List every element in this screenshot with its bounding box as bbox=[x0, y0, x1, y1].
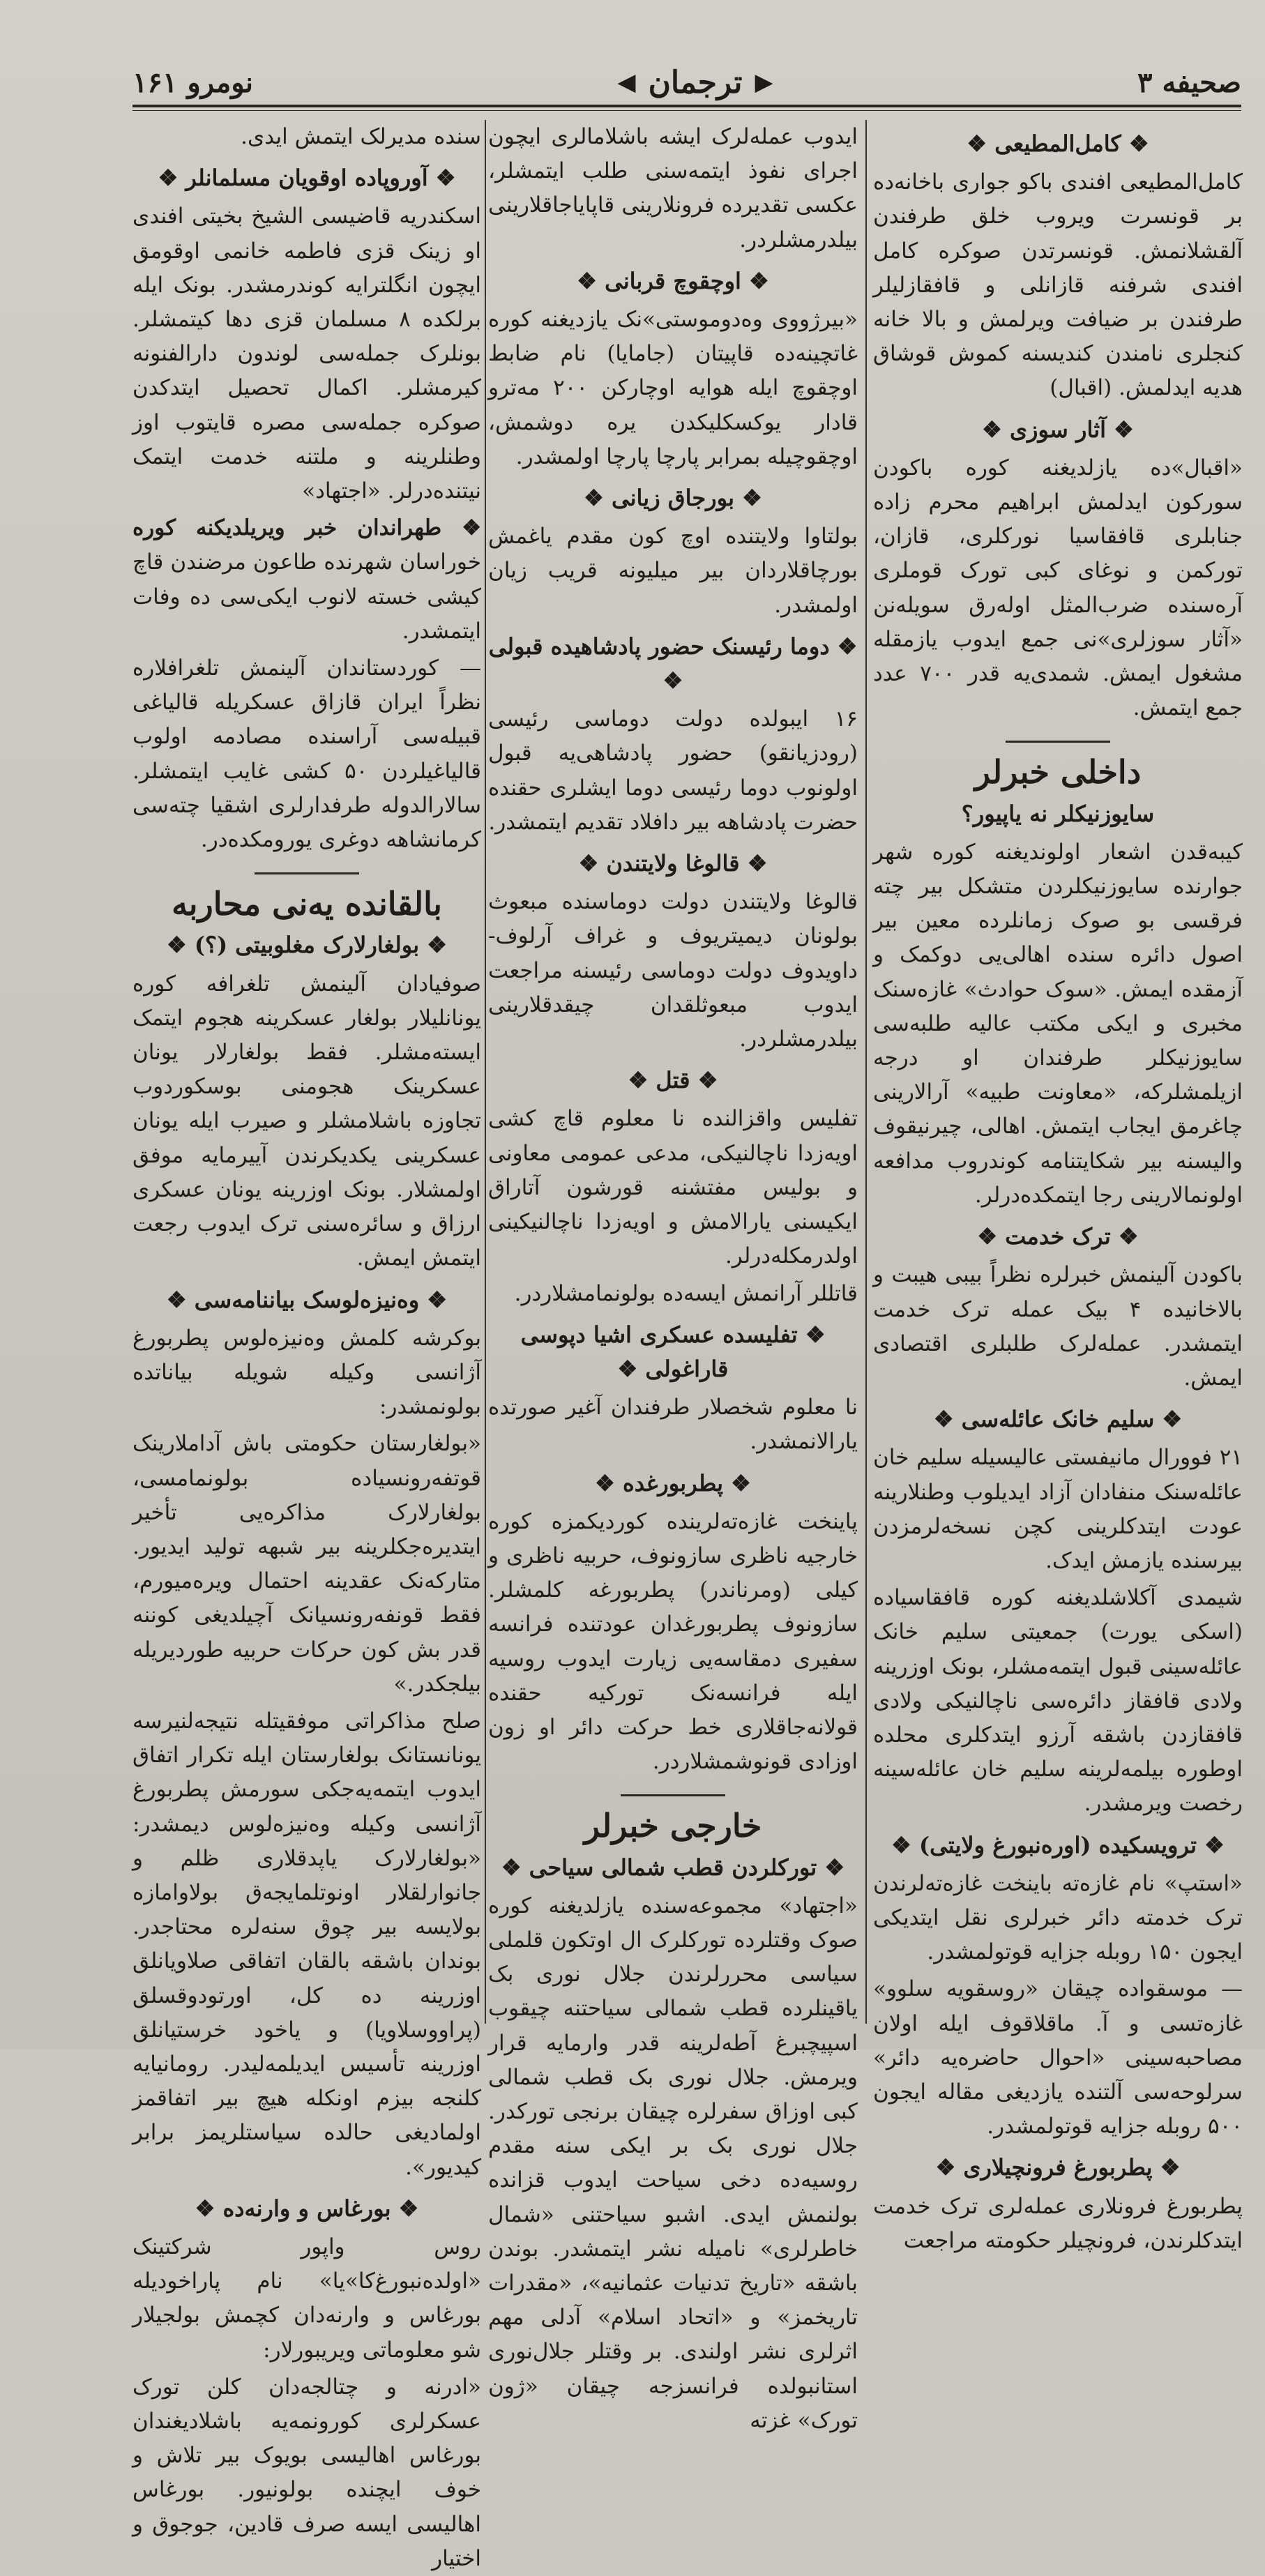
section-rule bbox=[621, 1794, 725, 1796]
article-body: کیبه‌قدن اشعار اولوندیغنه کوره شهر جوارنده سایوزنیکلردن متشکل بیر چته فرقسی بو صوک زمانلرده معین بیر اصول دائره سنده اهالی‌یی دوکمک و آزمقده ایمش. «سوک حوادث» غازه‌سنک مخبری و ایکی مکتب عالیه طلبه‌سی سایوزنیکلر طرفندان او درجه ازیلمشلرکه، «معاونت طبیه» آرالارینی چاغرمق ایجاب ایتمش. اهالی، چیرنیقوف والیسنه بیر شکایتنامه کوندروب مدافعه اولونمالارینی رجا ایتمکده‌درلر. bbox=[873, 839, 1243, 1208]
page-number: صحیفه ۳ bbox=[1137, 66, 1241, 99]
column-right bbox=[873, 120, 1243, 2253]
section-rule bbox=[1006, 741, 1110, 743]
header-rule bbox=[132, 105, 1241, 107]
article-title: ❖ دوما رئیسنک حضور پادشاهیده قبولی ❖ bbox=[488, 632, 858, 695]
masthead bbox=[617, 65, 773, 100]
article-title: ❖ قتل ❖ bbox=[628, 1067, 718, 1094]
article-title: ❖ تورکلردن قطب شمالی سیاحی ❖ bbox=[501, 1854, 845, 1881]
article-body: «اجتهاد» مجموعه‌سنده یازلدیغنه کوره صوک وقتلرده تورکلرک ال اوتکون قلملی سیاسی محررلرندن جلال نوری بک یاقینلرده قطب شمالی سیاحتنه چیقوب اسپیچبرغ آطه‌لرینه قدر وارمایه قرار ویرمش. جلال نوری بک قطب شمالی کبی اوزاق سفرلره چیقان برنجی تورکدر. جلال نوری بک بر ایکی سنه مقدم روسیه‌ده دخی سیاحت ایدوب قزانده بولنمش ایدی. اشبو سیاحتنی «شمال خاطرلری» نامیله نشر ایتمشدر. بوندن باشقه «تاریخ تدنیات عثمانیه»، «مقدرات تاریخمز» و «اتحاد اسلام» آدلی مهم اثرلری نشر اولندی. بر وقتلر جلال‌نوری استانبولده فرانسزجه چیقان «ژون تورک» غزته bbox=[488, 1893, 858, 2433]
article-title: ❖ ترک خدمت ❖ bbox=[977, 1223, 1139, 1250]
article-title: ❖ تفلیسده عسکری اشیا دپوسی قاراغولی ❖ bbox=[520, 1321, 826, 1382]
article-body: قاتللر آرانمش ایسه‌ده بولونمامشلاردر. bbox=[514, 1280, 858, 1306]
section-heading-internal: داخلی خبرلر bbox=[974, 753, 1142, 791]
column-left bbox=[132, 120, 482, 2571]
article-title: ❖ پطربورغ فرونچیلاری ❖ bbox=[935, 2154, 1181, 2181]
ornament-left-icon: ▶ bbox=[755, 68, 773, 96]
article-body: ۱۶ ایبولده دولت دوماسی رئیسی (رودزیانقو) حضور پادشاهی‌یه قبول اولونوب دوما رئیسی دوما ایشلری حقنده حضرت پادشاهه بیر دافلاد تقدیم ایتمشدر. bbox=[488, 706, 858, 835]
column-divider bbox=[485, 120, 486, 2024]
article-body: بوکرشه کلمش وه‌نیزه‌لوس پطربورغ آژانسی وکیله شویله بیاناتده بولونمشدر: bbox=[132, 1325, 481, 1420]
article-title: ❖ پطربورغده ❖ bbox=[595, 1469, 751, 1497]
article-body: «استپ» نام غازه‌ته باینخت غازه‌ته‌لرندن ترک خدمته دائر خبرلری نقل ایتدیکی ایجون ۱۵۰ روبله جزایه قوتولمشدر. bbox=[873, 1870, 1243, 1965]
inline-heading: ❖ طهراندان خبر ویریلدیکنه کوره bbox=[132, 515, 481, 541]
masthead-title: ترجمان bbox=[648, 64, 743, 100]
article-body: صلح مذاکراتی موفقیتله نتیجه‌لنیرسه یونانستانک بولغارستان ایله تکرار اتفاق ایدوب ایتمه‌یه‌جکی سورمش پطربورغ آژانسی وکیله وه‌نیزه‌لوس دیمشدر: «بولغارلارک یاپدقلاری ظلم و جانوارلقلار اونوتلمایجه‌ق بولاوامازه بولا‌یسه بیر چوق سنه‌لره محتاجدر. بوندان باشقه بالقان اتفاقی صلاویانلق اوزرینه ده کل، اورتودوقسلق (پراووسلاویا) و یاخود خرستیانلق اوزرینه تأسیس ایدیلمه‌لیدر. رومانیایه کلنجه بیزم اونکله هیچ بیر اتفاقمز اولمادیغی حالده سیاستلریمز برابر کیدیور». bbox=[132, 1708, 481, 2180]
article-title: ❖ آوروپاده اوقویان مسلمانلر ❖ bbox=[158, 165, 456, 192]
article-body: «اقبال»ده یازلدیغنه کوره باکودن سورکون ایدلمش ابراهیم محرم زاده جنابلری قافقاسیا نورکلری، قازان، تورکمن و نوغای کبی تورک قوملری آره‌سنده ضرب‌المثل اوله‌رق سویله‌نن «آثار سوزلری»نی جمع ایدوب یازمقله مشغول ایمش. شمدی‌یه قدر ۷۰۰ عدد جمع ایتمش. bbox=[873, 455, 1243, 721]
article-body: «ادرنه و چتالجه‌دان کلن تورک عسکرلری کورونمه‌یه باشلادیغندان بورغاس اهالیسی بویوک بیر تلاش و خوف ایچنده بولونیور. بورغاس اهالیسی ایسه صرف قادین، جوجوق و اختیار bbox=[132, 2374, 481, 2571]
article-body: صوفیادان آلینمش تلغرافه کوره یونانلیلار بولغار عسکرینه هجوم ایتمک ایسته‌مشلر. فقط بولغارلار یونان عسکرینک هجومنی بوسکوردوب تجاوزه باشلامشلر و صیرب ایله یونان عسکرینی یکدیکرندن آییرمایه موفق اولمشلار. بونک اوزرینه یونان عسکری ارزاق و سائره‌سنی ترک ایدوب رجعت ایتمش ایمش. bbox=[132, 971, 481, 1271]
article-body: قالوغا ولایتندن دولت دوماسنده مبعوث بولونان دیمیتریوف و غراف آرلوف-داویدوف دولت دوماسی رئیسنه مراجعت ایدوب مبعوثلقدان چیقدقلارینی بیلدرمشلردر. bbox=[488, 889, 858, 1052]
article-body bbox=[132, 511, 481, 649]
article-body: کامل‌المطیعی افندی باکو جواری باخانه‌ده بر قونسرت ویروب خلق طرفندن آلقشلانمش. قونسرتدن صوکره کامل افندی شرفنه قازانلی و قافقازلیلر طرفندن بر ضیافت ویرلمش و بالا خانه کنجلری نامندن کندیسنه کموش قوشاق هدیه ایدلمش. (اقبال) bbox=[873, 169, 1243, 401]
article-body: — موسقواده چیقان «روسقویه سلوو» غازه‌تسی و آ. ماقلاقوف ایله اولان مصاحبه‌سینی «احوال حاضره‌یه دائر» سرلوحه‌سی آلتنده یازدیغی مقاله ایجون ۵۰۰ روبله جزایه قوتولمشدر. bbox=[873, 1976, 1243, 2139]
article-body: بولتاوا ولایتنده اوچ کون مقدم یاغمش بورچاقلاردان بیر میلیونه قریب زیان اولمشدر. bbox=[488, 524, 858, 618]
issue-number: نومرو ۱۶۱ bbox=[132, 66, 253, 99]
article-body: روس واپور شرکتینک «اولده‌نبورغ‌کا»یا» نام پاراخودیله بورغاس و وارنه‌دان کچمش بولجیلار شو معلوماتی ویریبورلار: bbox=[132, 2234, 481, 2363]
article-title: ❖ بورغاس و وارنه‌ده ❖ bbox=[195, 2195, 419, 2222]
article-body: پاینخت غازه‌ته‌لرینده کوردیکمزه کوره خارجیه ناظری سازونوف، حربیه ناظری و کیلی (ومرناندر) پطربورغه کلمشلر. سازونوف پطربورغدان عودتنده فرانسه سفیری دمقاسه‌یی زیارت ایدوب روسیه ایله فرانسه‌نک تورکیه حقنده قولانه‌جاقلاری خط حرکت دائر او زون اوزادی قونوشمشلاردر. bbox=[488, 1508, 858, 1775]
article-title: ❖ بورجاق زیانی ❖ bbox=[584, 485, 762, 512]
article-quote: «بولغارستان حکومتی باش آداملارینک قوتفه‌رونسیاده بولونمامسی، بولغارلارک مذاکره‌یی تأخیر ایتدیره‌جکلرینه بیر شبهه تولید ایدیور. متارکه‌نک عقدینه احتمال ویره‌میورم، فقط قونفه‌رونسیانک آچیلدیغی کوننه قدر بش کون حرکات حربیه طوردیریله بیلجکدر.» bbox=[132, 1431, 481, 1697]
article-title: ❖ آثار سوزی ❖ bbox=[982, 416, 1134, 443]
column-divider bbox=[865, 120, 867, 2024]
article-title: ❖ سلیم خانک عائله‌سی ❖ bbox=[933, 1406, 1183, 1433]
article-body: «بیرژووی وه‌دوموستی»نک یازدیغنه کوره غاتچینه‌ده قاپیتان (جامایا) نام ضابط اوچقوچ ایله هوایه اوچارکن ۲۰۰ مه‌ترو قادار یوکسکلیکدن یره دوشمش، اوچقوچیله بمرابر پارچا پارچا اولمشدر. bbox=[488, 307, 858, 469]
article-title: ❖ ترویسکیده (اوره‌نبورغ ولایتی) ❖ bbox=[891, 1831, 1225, 1858]
article-title: ❖ کامل‌المطیعی ❖ bbox=[967, 130, 1149, 157]
article-body-text: کوردستاندان آلینمش تلغرافلاره نظراً ایران قازاق عسکریله قالیاغی قبیله‌سی آراسنده مصادمه اولوب قالیاغیلردن ۵۰ کشی غایب ایتمشلر. سالارالدوله طرفدارلری اشقیا چته‌سی کرمانشاهه دوغری یورومکده‌در. bbox=[132, 656, 481, 853]
article-body: ایدوب عمله‌لرک ایشه باشلامالری ایچون اجرای نفوذ ایتمه‌سنی طلب ایتمشلر، عکسی تقدیرده فرونلارینی قاپایاجاقلارینی بیلدرمشلردر. bbox=[488, 124, 858, 252]
article-title: ❖ بولغارلارک مغلوبیتی (؟) ❖ bbox=[167, 932, 447, 959]
article-title: ❖ قالوغا ولایتندن ❖ bbox=[578, 850, 768, 877]
article-body: اسکندریه قاضیسی الشیخ بخیتی افندی او زینک قزی فاطمه خانمی اوقومق ایچون انگلترایه کوندرمشدر. بونک ایله برلکده ۸ مسلمان قزی دها کیتمشلر. بونلرک جمله‌سی لوندون دارالفنونه کیرمشلر. اکمال تحصیل ایتدکدن صوکره جمله‌سی مصره قایتوب اوز وطنلرینه و ملتنه خدمت ایتمک نیتنده‌درلر. «اجتهاد» bbox=[132, 204, 482, 504]
article-body: — کوردستاندان آلینمش تلغرافلاره نظراً ایران قازاق عسکریله قالیاغی قبیله‌سی آراسنده مصادمه اولوب قالیاغیلردن ۵۰ کشی غایب ایتمشلر. سالارالدوله طرفدارلری اشقیا چته‌سی کرمانشاهه دوغری یورومکده‌در. bbox=[132, 656, 481, 853]
column-middle bbox=[488, 120, 858, 2433]
header-rule-thin bbox=[132, 110, 1241, 111]
article-body: نا معلوم شخصلار طرفندان آغیر صورتده یارالانمشدر. bbox=[488, 1395, 858, 1455]
article-body: پطربورغ فرونلاری عمله‌لری ترک خدمت ایتدکلرندن، فرونچیلر حکومته مراجعت bbox=[873, 2193, 1243, 2253]
page-header bbox=[132, 54, 1241, 110]
article-body: ۲۱ فوورال مانیفستی عالیسیله سلیم خان عائله‌سنک منفادان آزاد ایدیلوب وطنلارینه عودت ایتدکلرینی کچن نسخه‌لرمزدن بیرسنده یازمش ایدک. bbox=[873, 1445, 1243, 1573]
article-title: ❖ وه‌نیزه‌لوسک بیاننامه‌سی ❖ bbox=[166, 1286, 448, 1313]
article-title: ❖ اوچقوچ قربانی ❖ bbox=[577, 267, 769, 294]
ornament-right-icon: ◀ bbox=[617, 68, 636, 96]
article-body: سنده مدیرلک ایتمش ایدی. bbox=[241, 124, 481, 149]
section-heading-balkan: بالقانده یه‌نی محاربه bbox=[172, 885, 442, 923]
section-heading-foreign: خارجی خبرلر bbox=[584, 1807, 762, 1845]
article-body: تفلیس واقزالنده نا معلوم قاچ کشی اویه‌زدا ناچالنیکی، مدعی عمومی معاونی و بولیس مفتشنه قورشون آتاراق ایکیسنی یارالامش و اویه‌زدا ناچالنیکینی اولدرمکله‌درلر. bbox=[488, 1106, 858, 1269]
article-body: باکودن آلینمش خبرلره نظراً بیبی هیبت و بالاخانیده ۴ بیک عمله ترک خدمت ایتمشدر. عمله‌لرک طلبلری اقتصادی ایمش. bbox=[873, 1262, 1243, 1391]
section-rule bbox=[255, 872, 359, 874]
article-title: سایوزنیکلر نه یاپیور؟ bbox=[961, 800, 1155, 827]
article-body-text: خوراسان شهرنده طاعون مرضندن قاچ کیشی خسته لانوب ایکی‌سی ده وفات ایتمشدر. bbox=[132, 550, 481, 644]
article-body: شیمدی آکلاشلدیغنه کوره قافقاسیاده (اسکی یورت) جمعیتی سلیم خانک عائله‌سینی قبول ایتمه‌مشلر، بونک اوزرینه ولادی قافقاز دائره‌سی ناچالنیکی ولادی قافقازدن باشقه آرزو ایتدکلری محلده اوطوره بیلمه‌لرینه سلیم خان عائله‌سینه رخصت ویرمشدر. bbox=[873, 1585, 1243, 1817]
